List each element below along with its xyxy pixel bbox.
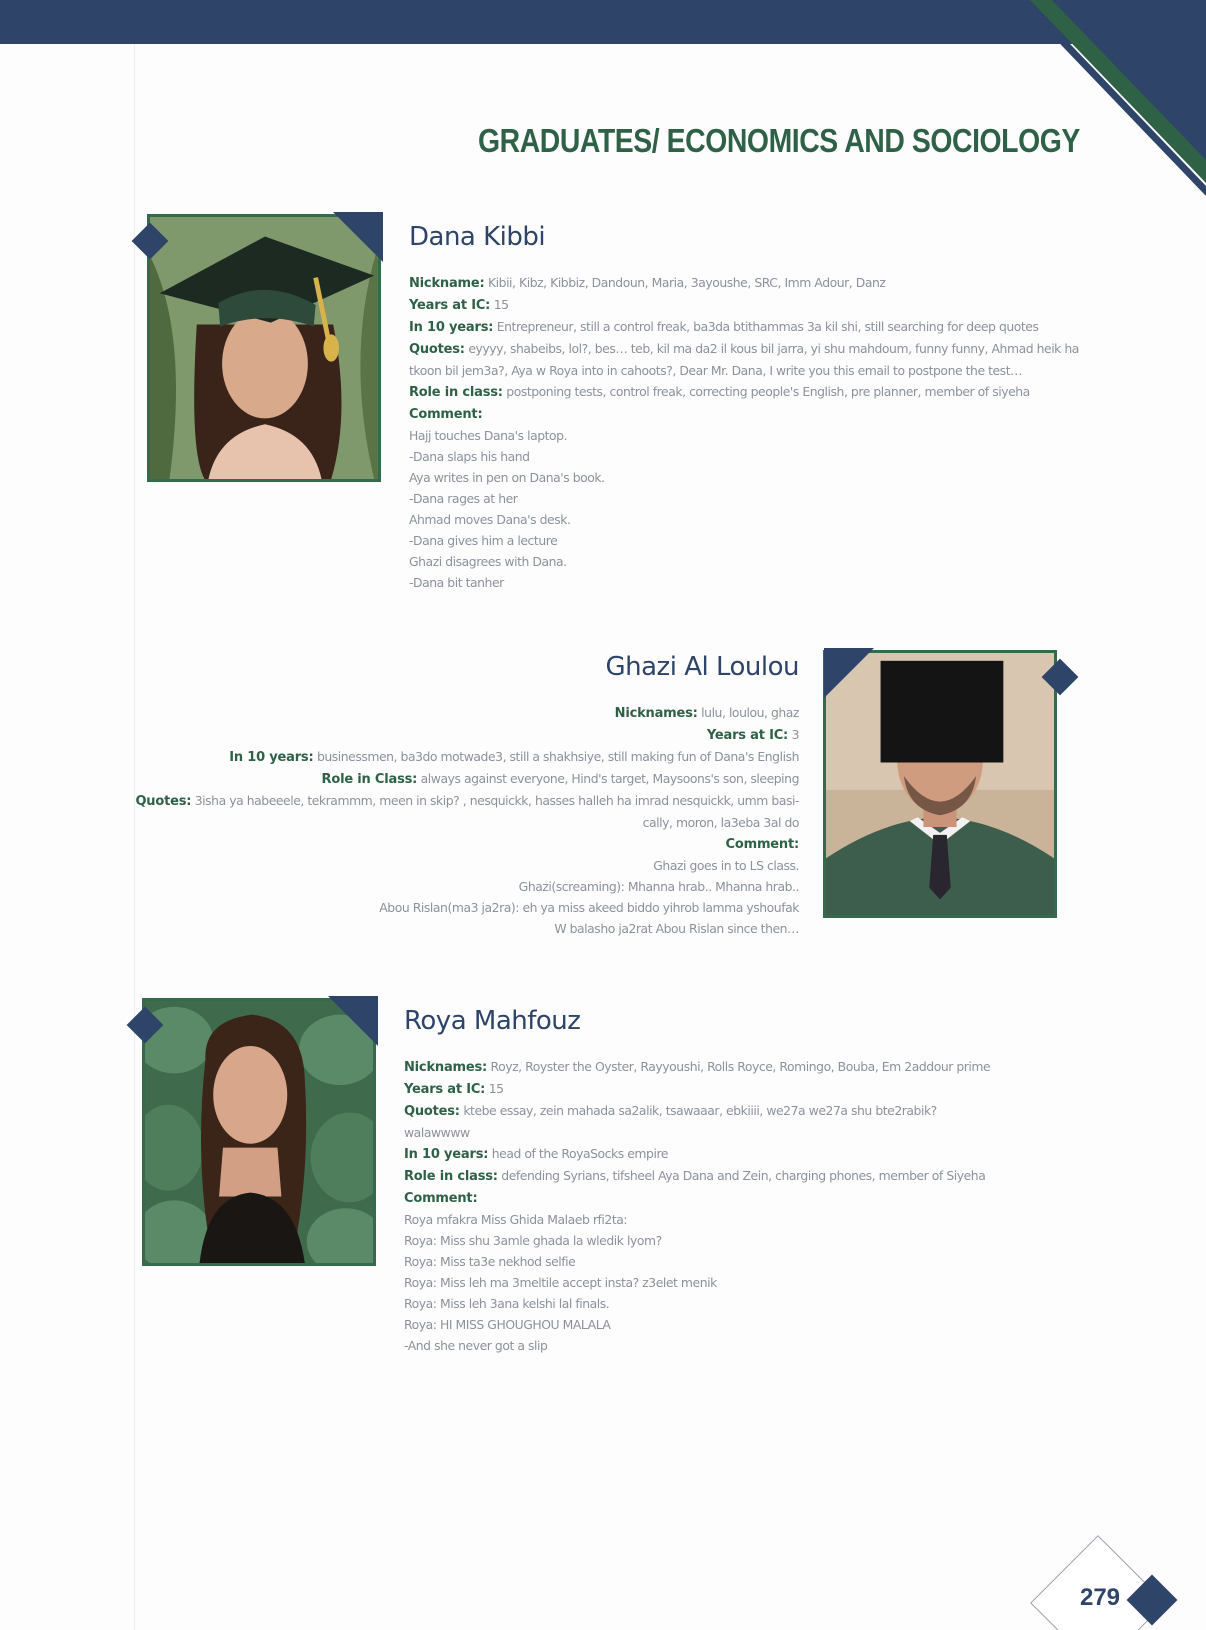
role-row xyxy=(126,768,799,790)
future-label: In 10 years: xyxy=(229,750,314,765)
years-row xyxy=(404,1078,1104,1100)
years-row xyxy=(126,724,799,746)
comment-line: Hajj touches Dana's laptop. xyxy=(409,428,568,443)
years-value: 15 xyxy=(493,297,509,312)
comment-row xyxy=(409,403,1089,425)
comment-line: Ghazi disagrees with Dana. xyxy=(409,554,567,569)
comment-line: -Dana gives him a lecture xyxy=(409,533,558,548)
years-label: Years at IC: xyxy=(706,728,789,743)
comment-line: Roya: Miss leh 3ana kelshi lal finals. xyxy=(404,1296,610,1311)
comment-line: -Dana slaps his hand xyxy=(409,449,530,464)
comment-label: Comment: xyxy=(725,837,799,852)
years-value: 15 xyxy=(488,1081,504,1096)
graduate-name: Ghazi Al Loulou xyxy=(605,652,799,682)
nickname-row xyxy=(409,272,1089,294)
future-value: businessmen, ba3do motwade3, still a shakhsiye, still making fun of Dana's English xyxy=(316,749,799,764)
photo-corner-triangle xyxy=(328,996,378,1046)
nickname-value: lulu, loulou, ghaz xyxy=(701,705,799,720)
nickname-value: Kibii, Kibz, Kibbiz, Dandoun, Maria, 3ayoushe, SRC, Imm Adour, Danz xyxy=(487,275,886,290)
comment-line: Ahmad moves Dana's desk. xyxy=(409,512,571,527)
quotes-row xyxy=(404,1100,1104,1122)
nickname-label: Nicknames: xyxy=(404,1060,488,1075)
graduate-entry-dana xyxy=(409,222,1089,593)
comment-line: -Dana bit tanher xyxy=(409,575,504,590)
quotes-continuation: walawwww xyxy=(404,1125,470,1140)
quotes-row xyxy=(409,338,1085,381)
quotes-label: Quotes: xyxy=(135,794,192,809)
future-row xyxy=(409,316,1089,338)
quotes-label: Quotes: xyxy=(404,1104,460,1119)
quotes-row xyxy=(126,790,799,812)
page-title: GRADUATES/ ECONOMICS AND SOCIOLOGY xyxy=(478,122,1080,159)
years-row xyxy=(409,294,1089,316)
nickname-row xyxy=(404,1056,1104,1078)
nickname-label: Nicknames: xyxy=(614,706,698,721)
comment-row xyxy=(404,1187,1104,1209)
page-number: 279 xyxy=(1079,1584,1121,1611)
comment-line: Ghazi goes in to LS class. xyxy=(653,858,799,873)
years-label: Years at IC: xyxy=(404,1082,486,1097)
comment-line: Aya writes in pen on Dana's book. xyxy=(409,470,605,485)
comment-list xyxy=(404,1209,1104,1356)
comment-line: W balasho ja2rat Abou Rislan since then… xyxy=(554,921,799,936)
quotes-continuation: cally, moron, la3eba 3al do xyxy=(642,815,799,830)
nickname-label: Nickname: xyxy=(409,276,485,291)
quotes-label: Quotes: xyxy=(409,342,465,357)
graduate-name: Roya Mahfouz xyxy=(404,1006,581,1036)
future-label: In 10 years: xyxy=(409,320,494,335)
comment-row xyxy=(126,833,799,855)
graduate-entry-roya xyxy=(404,1006,1104,1356)
graduate-entry-ghazi xyxy=(126,652,799,939)
future-value: head of the RoyaSocks empire xyxy=(491,1146,669,1161)
comment-label: Comment: xyxy=(404,1191,478,1206)
comment-line: -Dana rages at her xyxy=(409,491,518,506)
graduate-name: Dana Kibbi xyxy=(409,222,546,252)
photo-corner-triangle xyxy=(824,648,874,698)
comment-list xyxy=(409,425,1089,593)
quotes-value: 3isha ya habeeele, tekrammm, meen in skip? , nesquickk, hasses halleh ha imrad nesquickk, umm basi- xyxy=(194,793,799,808)
quotes-value: eyyyy, shabeibs, lol?, bes… teb, kil ma da2 il kous bil jarra, yi shu mahdoum, funny funny, Ahmad heik ha tkoon bil jem3a?, Aya w Roya into in cahoots?, Dear Mr. Dana, I write you this email to postpone the test… xyxy=(409,341,1079,378)
comment-line: Ghazi(screaming): Mhanna hrab.. Mhanna hrab.. xyxy=(518,879,799,894)
role-label: Role in class: xyxy=(404,1169,498,1184)
role-label: Role in class: xyxy=(409,385,503,400)
comment-label: Comment: xyxy=(409,407,483,422)
comment-line: Roya: Miss shu 3amle ghada la wledik lyom? xyxy=(404,1233,662,1248)
role-row xyxy=(409,381,1089,403)
corner-stripes xyxy=(0,0,1206,200)
nickname-row xyxy=(126,702,799,724)
future-row xyxy=(404,1143,1104,1165)
photo-corner-triangle xyxy=(333,212,383,262)
future-label: In 10 years: xyxy=(404,1147,489,1162)
years-value: 3 xyxy=(791,727,799,742)
comment-line: Abou Rislan(ma3 ja2ra): eh ya miss akeed biddo yihrob lamma yshoufak xyxy=(379,900,799,915)
nickname-value: Royz, Royster the Oyster, Rayyoushi, Rolls Royce, Romingo, Bouba, Em 2addour prime xyxy=(490,1059,991,1074)
role-value: always against everyone, Hind's target, Maysoons's son, sleeping xyxy=(420,771,799,786)
role-value: defending Syrians, tifsheel Aya Dana and Zein, charging phones, member of Siyeha xyxy=(501,1168,986,1183)
quotes-value: ktebe essay, zein mahada sa2alik, tsawaaar, ebkiiii, we27a we27a shu bte2rabik? xyxy=(463,1103,937,1118)
comment-line: Roya: HI MISS GHOUGHOU MALALA xyxy=(404,1317,611,1332)
comment-line: -And she never got a slip xyxy=(404,1338,548,1353)
role-label: Role in Class: xyxy=(321,772,418,787)
comment-line: Roya: Miss leh ma 3meltile accept insta? z3elet menik xyxy=(404,1275,717,1290)
future-value: Entrepreneur, still a control freak, ba3da btithammas 3a kil shi, still searching for deep quotes xyxy=(496,319,1039,334)
comment-list xyxy=(126,855,799,939)
role-value: postponing tests, control freak, correcting people's English, pre planner, member of siyeha xyxy=(506,384,1030,399)
comment-line: Roya mfakra Miss Ghida Malaeb rfi2ta: xyxy=(404,1212,628,1227)
role-row xyxy=(404,1165,1104,1187)
future-row xyxy=(126,746,799,768)
years-label: Years at IC: xyxy=(409,298,491,313)
comment-line: Roya: Miss ta3e nekhod selfie xyxy=(404,1254,576,1269)
